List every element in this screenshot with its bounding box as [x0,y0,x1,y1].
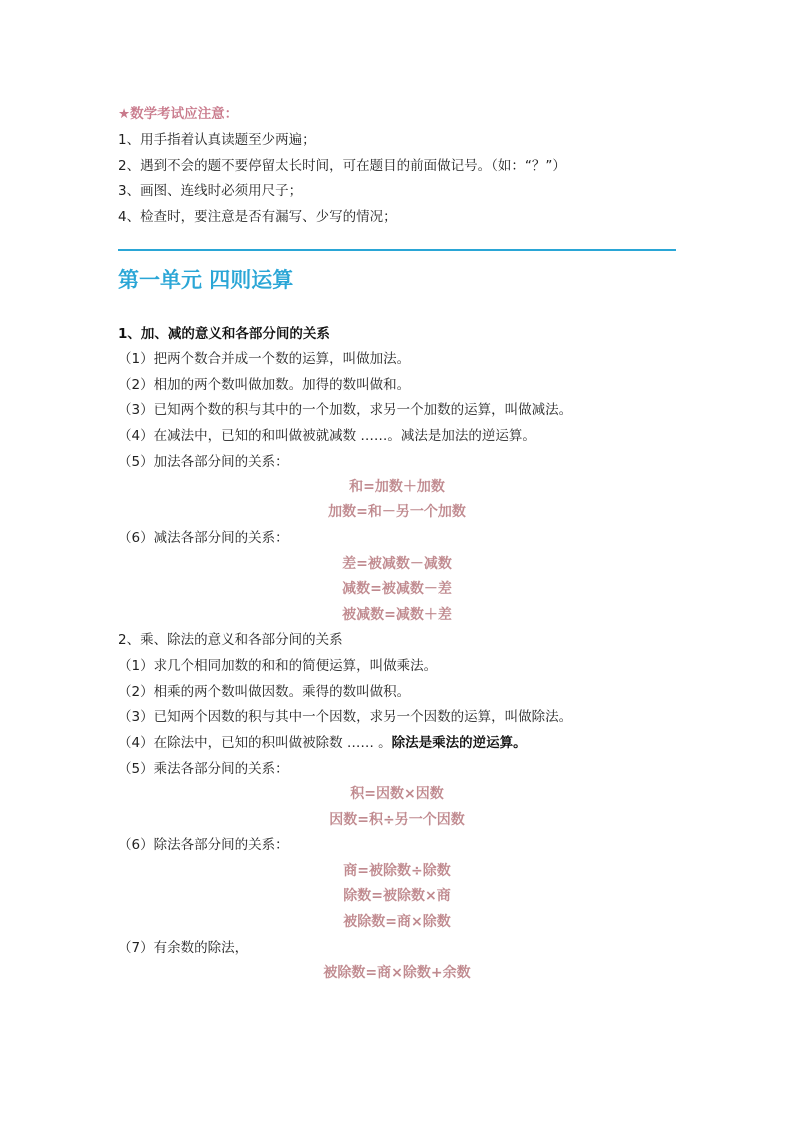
section2-line: （3）已知两个因数的积与其中一个因数，求另一个因数的运算，叫做除法。 [118,709,573,725]
subtraction-formula: 差=被减数－减数 [342,556,452,572]
multiplication-intro: （5）乘法各部分间的关系： [118,761,289,777]
subtraction-intro: （6）减法各部分间的关系： [118,530,289,546]
note-item: 2、遇到不会的题不要停留太长时间，可在题目的前面做记号。（如：“？”） [118,158,566,174]
note-item: 4、检查时，要注意是否有漏写、少写的情况； [118,209,397,225]
note-item: 3、画图、连线时必须用尺子； [118,183,303,199]
unit-title: 第一单元 四则运算 [118,268,294,292]
section2-line: （2）相乘的两个数叫做因数。乘得的数叫做积。 [118,684,411,700]
division-formula: 商=被除数÷除数 [343,863,451,879]
section2-line4-text: （4）在除法中，已知的积叫做被除数 …… 。 [118,735,392,751]
addition-formula: 加数=和－另一个加数 [328,504,466,520]
note-item: 1、用手指着认真读题至少两遍； [118,132,316,148]
section2-line4-emphasis: 除法是乘法的逆运算。 [391,735,527,751]
subtraction-formula: 被减数=减数＋差 [342,607,452,623]
section2-line: （1）求几个相同加数的和和的简便运算，叫做乘法。 [118,658,438,674]
section1-line: （3）已知两个数的积与其中的一个加数，求另一个加数的运算，叫做减法。 [118,402,573,418]
section1-heading: 1、加、减的意义和各部分间的关系 [118,326,330,342]
notes-title: ★数学考试应注意： [118,106,239,122]
division-formula: 除数=被除数×商 [343,888,451,904]
subtraction-formula: 减数=被减数－差 [342,581,452,597]
multiplication-formula: 因数=积÷另一个因数 [329,812,465,828]
section-divider [118,249,676,251]
addition-formula: 和=加数＋加数 [349,479,445,495]
section1-line: （4）在减法中，已知的和叫做被就减数 ……。减法是加法的逆运算。 [118,428,536,444]
multiplication-formula: 积=因数×因数 [350,786,444,802]
remainder-formula: 被除数=商×除数+余数 [323,965,471,981]
section2-line [118,734,527,752]
section2-heading: 2、乘、除法的意义和各部分间的关系 [118,632,343,648]
remainder-intro: （7）有余数的除法， [118,940,249,956]
section1-line: （5）加法各部分间的关系： [118,454,289,470]
section1-line: （1）把两个数合并成一个数的运算，叫做加法。 [118,351,411,367]
division-intro: （6）除法各部分间的关系： [118,837,289,853]
section1-line: （2）相加的两个数叫做加数。加得的数叫做和。 [118,377,411,393]
division-formula: 被除数=商×除数 [343,914,451,930]
